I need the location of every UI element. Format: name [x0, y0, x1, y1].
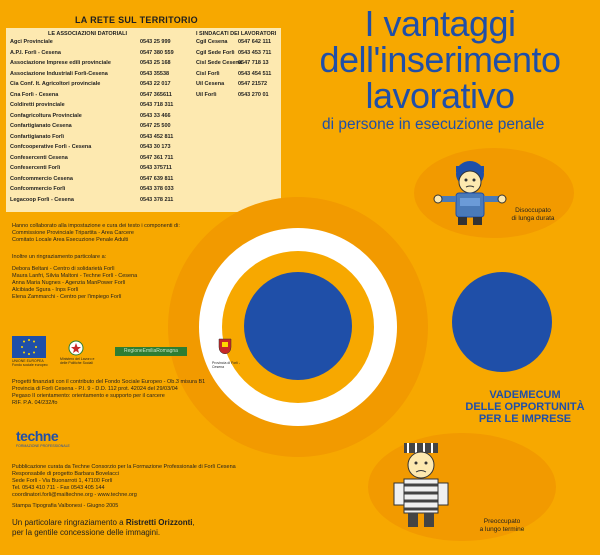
print-note: Stampa Tipografia Valbonesi - Giugno 2005 [12, 503, 119, 509]
caption-unemployed-line-1: Disoccupato [515, 207, 551, 214]
special-line-1: Un particolare ringraziamento a [12, 518, 124, 527]
union-phone: 0547 642 111 [238, 39, 272, 45]
vademecum-line-3: PER LE IMPRESE [478, 413, 572, 425]
association-row [10, 186, 174, 192]
association-row [10, 39, 171, 45]
association-row [10, 165, 172, 171]
right-blue-dot [452, 272, 552, 372]
thanks-item: Maura Lanfri, Silvia Maltoni - Techne Forlì - Cesena [12, 273, 138, 279]
association-row [10, 123, 171, 129]
publication-note [12, 464, 272, 499]
caption-unemployed [498, 207, 568, 223]
thanks-list [12, 266, 272, 301]
thanks-item: Debora Beltani - Centro di solidarietà Forlì [12, 266, 115, 272]
ministry-logo-caption: Ministero del Lavoro e delle Politiche Sociali [60, 357, 95, 365]
union-row [196, 39, 272, 45]
association-name: Legacoop Forlì - Cesena [10, 196, 74, 203]
thanks-intro: Inoltre un ringraziamento particolare a: [12, 254, 107, 260]
collab-line-1: Hanno collaborato alla impostazione e cura dei testo i componenti di: [12, 223, 180, 229]
union-row [196, 91, 269, 98]
union-name: Cisl Sede Cesena [196, 60, 242, 66]
association-row [10, 102, 174, 108]
union-row [196, 70, 272, 77]
vademecum-line-1: VADEMECUM [489, 389, 561, 401]
pub-line-5: coordinatori.forli@mailtechne.org - www.techne.org [12, 492, 137, 498]
association-phone: 0547 639 811 [140, 175, 174, 182]
union-phone: 0543 270 01 [238, 91, 269, 98]
association-name: Cna Forlì - Cesena [10, 91, 59, 98]
main-title [290, 3, 590, 116]
association-phone: 0543 452 811 [140, 133, 174, 140]
association-row [10, 60, 171, 66]
funding-line-1: Progetti finanziati con il contributo del Fondo Sociale Europeo - Ob.3 misura B1 [12, 379, 206, 385]
union-phone: 0543 453 711 [238, 49, 272, 56]
vademecum-line-2: DELLE OPPORTUNITÀ [465, 401, 585, 413]
association-phone: 0543 25 168 [140, 60, 171, 66]
special-name: Ristretti Orizzonti [125, 518, 193, 527]
association-name: A.P.I. Forlì - Cesena [10, 49, 61, 56]
republic-emblem-icon [68, 340, 84, 356]
pub-line-4: Tel. 0543 410 711 - Fax 0543 405 144 [12, 485, 105, 491]
special-line-2: per la gentile concessione delle immagini. [12, 528, 161, 537]
region-logo: RegioneEmiliaRomagna [115, 347, 187, 356]
association-name: Confesercenti Forlì [10, 165, 61, 171]
association-name: Cia Conf. It. Agricoltori provinciale [10, 81, 101, 87]
eu-stars-icon [12, 336, 46, 358]
unemployed-person-circle [414, 148, 574, 238]
association-phone: 0543 22 017 [140, 81, 171, 87]
association-phone: 0543 25 999 [140, 39, 171, 45]
association-name: Confcommercio Cesena [10, 175, 73, 182]
pub-line-1: Pubblicazione curata da Techne Consorzio per la Formazione Professionale di Forlì Cesena [12, 464, 236, 470]
association-row [10, 133, 174, 140]
unions-header: I SINDACATI DEI LAVORATORI [196, 31, 277, 37]
thanks-item: Anna Maria Nugnes - Agenzia ManPower Forlì [12, 280, 126, 286]
association-row [10, 175, 174, 182]
association-phone: 0543 718 311 [140, 102, 174, 108]
union-name: Cisl Forlì [196, 70, 220, 77]
techne-logo [16, 428, 72, 448]
eu-flag-logo [12, 336, 46, 358]
association-row [10, 112, 171, 119]
union-phone: 0547 21572 [238, 81, 268, 87]
special-thanks: Un particolare ringraziamento a Ristretti Orizzonti, per la gentile concessione delle immagini. [12, 518, 292, 538]
union-name: Cgil Sede Forlì [196, 49, 235, 56]
union-row [196, 81, 268, 87]
association-phone: 0547 365611 [140, 91, 172, 98]
association-phone: 0543 35538 [140, 70, 170, 77]
pub-line-3: Sede Forlì - Via Buonarroti 1, 47100 Forlì [12, 478, 113, 484]
association-phone: 0547 25 500 [140, 123, 171, 129]
association-row [10, 144, 171, 150]
association-phone: 0543 378 033 [140, 186, 174, 192]
eu-logo-caption: UNIONE EUROPEA Fondo sociale europeo [12, 359, 48, 367]
association-name: Confcooperative Forlì - Cesena [10, 144, 92, 150]
union-name: Uil Cesena [196, 81, 225, 87]
association-row [10, 91, 172, 98]
collab-line-2: Commissione Provinciale Tripartita - Area Carcere [12, 230, 134, 236]
association-row [10, 81, 171, 87]
caption-unemployed-line-2: di lunga durata [511, 215, 555, 222]
union-phone: 0543 454 511 [238, 70, 272, 77]
province-logo-caption: Provincia di Forlì - Cesena [212, 361, 241, 369]
collab-line-3: Comitato Locale Area Esecuzione Penale Adulti [12, 237, 129, 243]
caption-worried [462, 518, 542, 534]
association-name: Confesercenti Cesena [10, 154, 68, 161]
collaboration-note [12, 223, 272, 244]
network-title: LA RETE SUL TERRITORIO [75, 15, 198, 25]
funding-line-2: Provincia di Forlì Cesena - P.I. 9 - D.D. 112 prot. 42024 del 29/03/04 [12, 386, 178, 392]
prisoner-illustration-icon [386, 441, 456, 531]
province-shield-icon [218, 338, 232, 354]
association-phone: 0543 30 173 [140, 144, 171, 150]
association-name: Confagricoltura Provinciale [10, 112, 82, 119]
techne-logo-label: techne [16, 428, 59, 444]
association-name: Associazione Industriali Forlì-Cesena [10, 70, 108, 77]
vademecum-heading [460, 389, 590, 425]
title-line-2: dell'inserimento [319, 39, 561, 80]
title-line-1: I vantaggi [364, 3, 516, 44]
union-name: Uil Forlì [196, 91, 217, 98]
association-row [10, 70, 170, 77]
association-phone: 0543 378 211 [140, 196, 174, 203]
funding-line-3: Pegaso II orientamento: orientamento e supporto per il carcere [12, 393, 165, 399]
union-phone: 0547 718 13 [238, 60, 269, 66]
association-phone: 0547 380 559 [140, 49, 174, 56]
associations-header: LE ASSOCIAZIONI DATORIALI [48, 31, 128, 37]
association-name: Agci Provinciale [10, 39, 53, 45]
association-name: Coldiretti provinciale [10, 102, 65, 108]
techne-logo-sub: FORMAZIONE PROFESSIONALE [16, 444, 70, 448]
association-name: Confartigianato Forlì [10, 133, 65, 140]
association-name: Associazione Imprese edili provinciale [10, 60, 111, 66]
association-row [10, 196, 174, 203]
network-table [6, 28, 281, 212]
caption-worried-line-2: a lungo termine [479, 526, 525, 533]
pub-line-2: Responsabile di progetto Barbara Bovelacci [12, 471, 120, 477]
association-name: Confcommercio Forlì [10, 186, 66, 192]
union-row [196, 49, 272, 56]
title-line-3: lavorativo [365, 75, 515, 116]
thanks-item: Alcibiade Sgura - Inps Forlì [12, 287, 79, 293]
funding-note [12, 379, 272, 407]
association-phone: 0543 375711 [140, 165, 172, 171]
thanks-item: Elena Zammarchi - Centro per l'impiego Forlì [12, 294, 122, 300]
funding-line-4: RIF. P.A. 04/232/fo [12, 400, 58, 406]
subtitle: di persone in esecuzione penale [322, 116, 545, 133]
union-name: Cgil Cesena [196, 39, 228, 45]
union-row [196, 60, 269, 66]
association-row [10, 49, 174, 56]
association-row [10, 154, 174, 161]
caption-worried-line-1: Preoccupato [483, 518, 521, 525]
association-name: Confartigianato Cesena [10, 123, 72, 129]
association-phone: 0547 361 711 [140, 154, 174, 161]
association-phone: 0543 33 466 [140, 112, 171, 119]
